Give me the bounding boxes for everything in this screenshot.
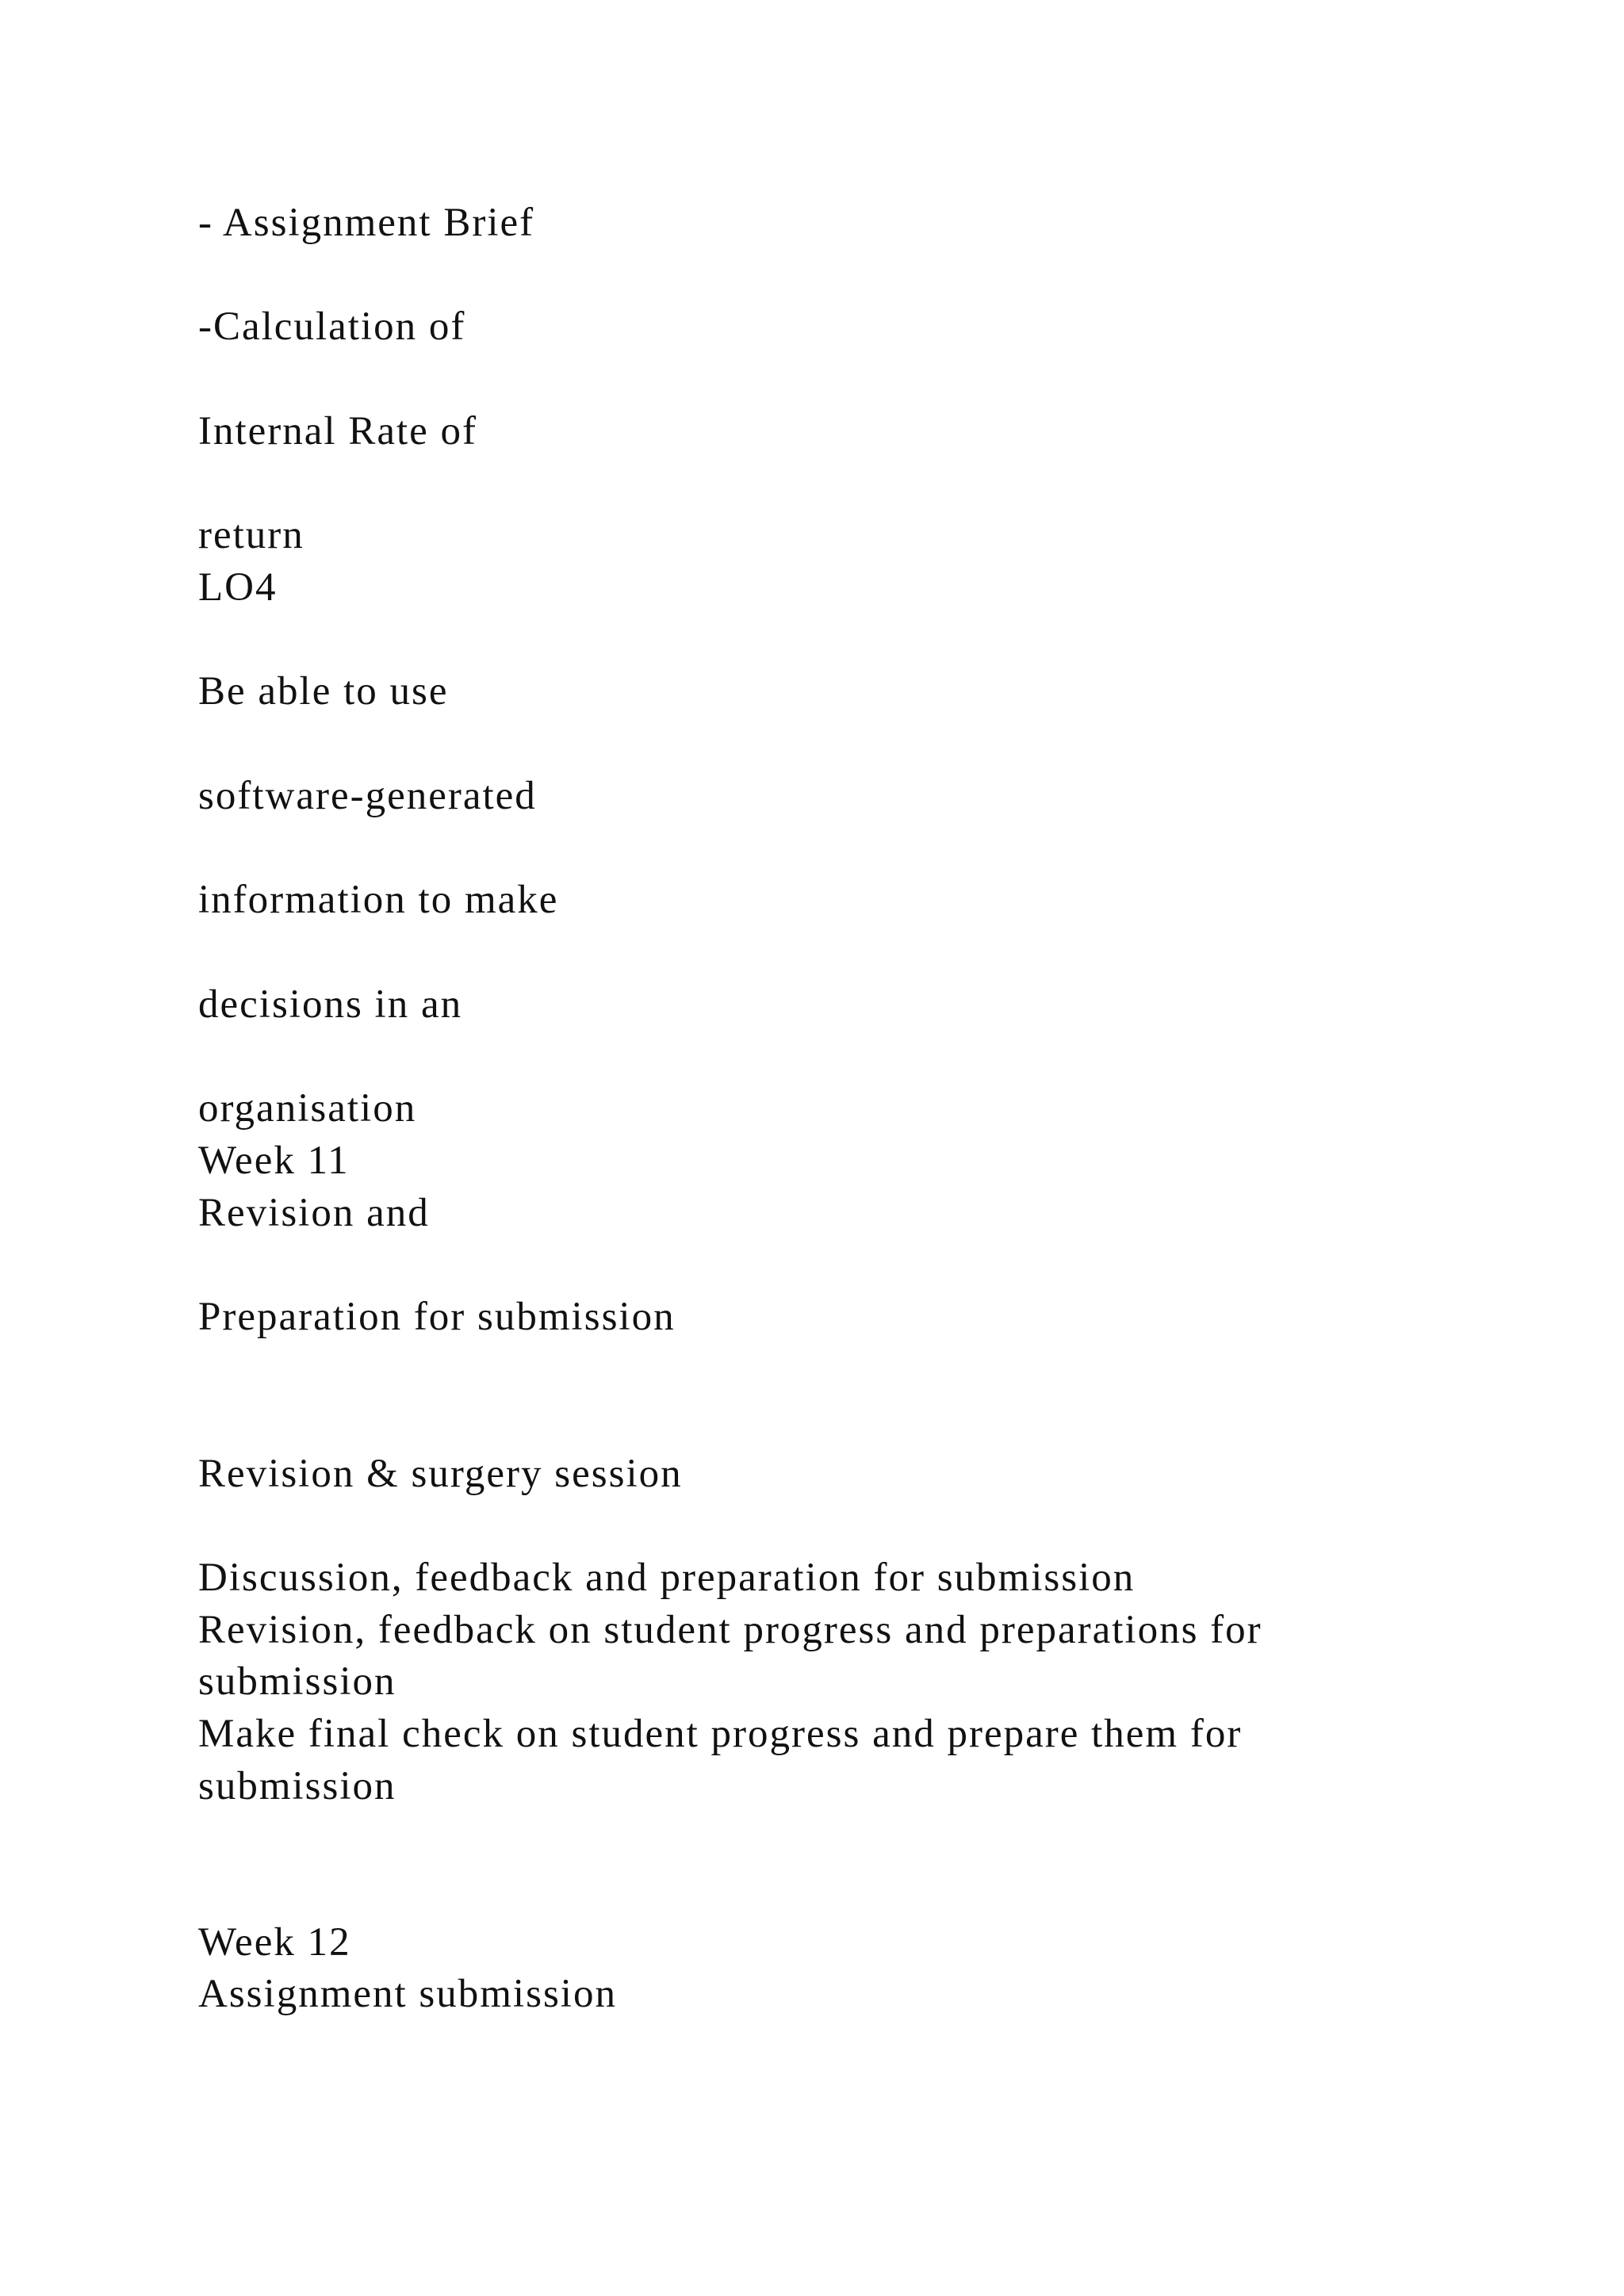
text-line: submission bbox=[198, 1659, 396, 1704]
text-line: organisation bbox=[198, 1086, 417, 1131]
text-line: submission bbox=[198, 1764, 396, 1808]
text-line: decisions in an bbox=[198, 982, 463, 1027]
text-line: Make final check on student progress and prepare them for bbox=[198, 1712, 1243, 1756]
text-line: - Assignment Brief bbox=[198, 201, 535, 245]
text-line: Discussion, feedback and preparation for submission bbox=[198, 1556, 1136, 1600]
text-line: Week 11 bbox=[198, 1138, 350, 1183]
text-line: software-generated bbox=[198, 774, 537, 818]
text-line: Be able to use bbox=[198, 669, 449, 714]
text-line: return bbox=[198, 513, 304, 557]
text-line: Revision & surgery session bbox=[198, 1452, 683, 1496]
text-line: Preparation for submission bbox=[198, 1295, 676, 1339]
text-line: Assignment submission bbox=[198, 1972, 617, 2016]
text-line: -Calculation of bbox=[198, 304, 466, 349]
text-line: Week 12 bbox=[198, 1920, 351, 1965]
text-line: Revision, feedback on student progress and preparations for bbox=[198, 1608, 1262, 1652]
text-line: Internal Rate of bbox=[198, 409, 478, 453]
text-line: information to make bbox=[198, 878, 559, 922]
text-line: Revision and bbox=[198, 1191, 430, 1235]
text-line: LO4 bbox=[198, 565, 278, 610]
